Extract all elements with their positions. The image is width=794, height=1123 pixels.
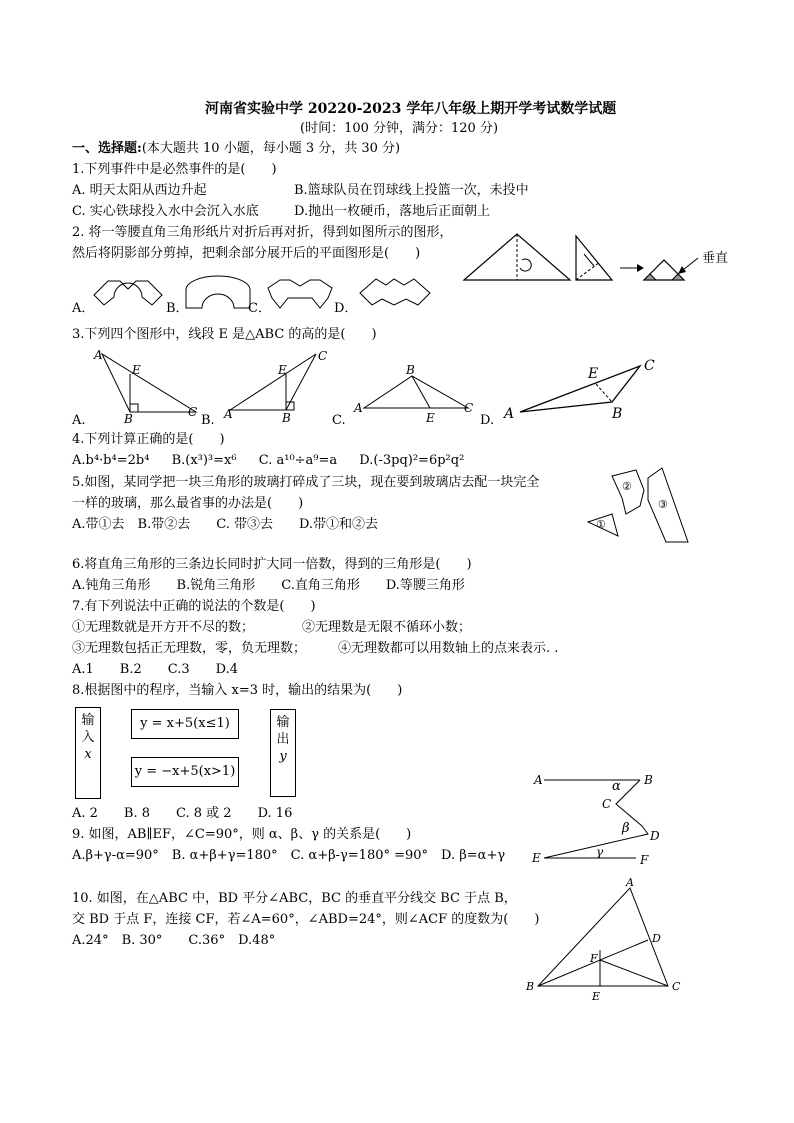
q8-stem: 8.根据图中的程序，当输入 x=3 时，输出的结果为( ) bbox=[72, 683, 403, 698]
svg-text:C: C bbox=[644, 358, 655, 374]
q7-options: A.1 B.2 C.3 D.4 bbox=[72, 662, 238, 677]
fig9-alpha: α bbox=[612, 779, 621, 794]
section-desc: (本大题共 10 小题，每小题 3 分，共 30 分) bbox=[141, 141, 401, 156]
q3-figure-a bbox=[72, 350, 202, 428]
q3-figure-d bbox=[500, 356, 660, 424]
svg-text:C: C bbox=[318, 349, 328, 363]
q6-stem: 6.将直角三角形的三条边长同时扩大同一倍数，得到的三角形是( ) bbox=[72, 557, 472, 572]
q5-glass-figure bbox=[584, 466, 700, 546]
svg-text:B: B bbox=[406, 363, 415, 377]
q2-shape-d bbox=[358, 275, 432, 311]
q5-options: A.带①去 B.带②去 C. 带③去 D.带①和②去 bbox=[72, 517, 379, 532]
section-title: 一、选择题: bbox=[72, 141, 142, 156]
q2-stem-line2: 然后将阴影部分剪掉，把剩余部分展开后的平面图形是( ) bbox=[72, 246, 421, 261]
q3-figure-c bbox=[354, 362, 480, 424]
svg-text:A: A bbox=[94, 348, 103, 362]
q2-option-d: D． bbox=[334, 301, 358, 316]
q3-option-c: C. bbox=[332, 413, 346, 428]
fig9-beta: β bbox=[622, 821, 630, 836]
formula-box-2: y = −x+5(x>1) bbox=[131, 757, 239, 787]
q4-option-c: C. a¹⁰÷a⁹=a bbox=[258, 453, 338, 468]
svg-text:C: C bbox=[464, 401, 474, 415]
q10-stem-line2: 交 BD 于点 F，连接 CF，若∠A=60°，∠ABD=24°，则∠ACF 的度数为( ) bbox=[72, 912, 540, 927]
svg-text:B: B bbox=[282, 411, 291, 425]
label-vertical: 垂直 bbox=[702, 251, 729, 266]
svg-text:E: E bbox=[278, 363, 287, 377]
q1-option-b: B.篮球队员在罚球线上投篮一次，未投中 bbox=[294, 183, 529, 198]
svg-text:A: A bbox=[504, 406, 515, 422]
output-char-2: 出 bbox=[276, 732, 290, 747]
input-char-2: 入 bbox=[81, 730, 95, 745]
q3-option-a: A. bbox=[72, 413, 86, 428]
q9-stem: 9. 如图，AB∥EF，∠C=90°，则 α、β、γ 的关系是( ) bbox=[72, 827, 412, 842]
fig10-label-d: D bbox=[652, 932, 661, 945]
fig9-label-f: F bbox=[640, 853, 649, 867]
fig9-label-d: D bbox=[650, 829, 660, 843]
q7-statement-4: ④无理数都可以用数轴上的点来表示. . bbox=[338, 641, 559, 656]
q3-stem: 3.下列四个图形中，线段 E 是△ABC 的高的是( ) bbox=[72, 327, 377, 342]
q7-statement-2: ②无理数是无限不循环小数； bbox=[302, 620, 472, 635]
q2-folding-figure bbox=[462, 232, 732, 288]
fig10-label-f: F bbox=[590, 952, 598, 965]
q1-option-a: A. 明天太阳从西边升起 bbox=[72, 183, 207, 198]
formula-box-1: y = x+5(x≤1) bbox=[131, 709, 239, 739]
svg-text:C: C bbox=[188, 405, 198, 419]
q4-option-a: A.b⁴·b⁴=2b⁴ bbox=[72, 453, 150, 468]
svg-text:E: E bbox=[426, 411, 435, 425]
program-output-box bbox=[270, 709, 296, 797]
piece-2: ② bbox=[622, 480, 632, 493]
q7-stem: 7.有下列说法中正确的说法的个数是( ) bbox=[72, 599, 316, 614]
svg-text:B: B bbox=[124, 412, 133, 426]
svg-text:A: A bbox=[354, 401, 363, 415]
q4-stem: 4.下列计算正确的是( ) bbox=[72, 432, 225, 447]
svg-text:E: E bbox=[132, 363, 141, 377]
section-heading bbox=[72, 141, 400, 157]
q3-figure-b bbox=[220, 350, 340, 428]
input-var: x bbox=[84, 747, 92, 762]
piece-3: ③ bbox=[658, 498, 668, 511]
q2-shape-b bbox=[184, 276, 252, 310]
q3-option-d: D. bbox=[480, 413, 495, 428]
q2-stem-line1: 2. 将一等腰直角三角形纸片对折后再对折，得到如图所示的图形， bbox=[72, 225, 453, 240]
q1-stem: 1.下列事件中是必然事件的是( ) bbox=[72, 162, 277, 177]
fig9-label-b: B bbox=[644, 773, 653, 787]
q4-option-b: B.(x³)³=x⁶ bbox=[171, 453, 237, 468]
q2-shape-c bbox=[266, 276, 334, 310]
q2-option-a: A． bbox=[72, 301, 95, 316]
q7-statement-1: ①无理数就是开方开不尽的数； bbox=[72, 620, 255, 635]
input-char-1: 输 bbox=[81, 713, 95, 728]
svg-text:E: E bbox=[588, 366, 599, 382]
output-char-1: 输 bbox=[276, 715, 290, 730]
fig9-label-c: C bbox=[602, 797, 612, 811]
q2-option-c: C． bbox=[248, 301, 271, 316]
q9-options: A.β+γ-α=90° B. α+β+γ=180° C. α+β-γ=180° =90° D. β=α+γ bbox=[72, 848, 506, 863]
q10-options: A.24° B. 30° C.36° D.48° bbox=[72, 933, 276, 948]
fig9-gamma: γ bbox=[596, 845, 604, 859]
q10-stem-line1: 10. 如图，在△ABC 中，BD 平分∠ABC，BC 的垂直平分线交 BC 于点 B， bbox=[72, 891, 517, 906]
q1-option-c: C. 实心铁球投入水中会沉入水底 bbox=[72, 204, 259, 219]
svg-text:B: B bbox=[612, 406, 623, 422]
fig9-label-a: A bbox=[534, 773, 543, 787]
q4-option-d: D.(-3pq)²=6p²q² bbox=[359, 453, 465, 468]
q9-parallel-figure bbox=[530, 770, 670, 866]
fig10-label-b: B bbox=[526, 980, 535, 993]
piece-1: ① bbox=[596, 518, 606, 531]
fig10-label-a: A bbox=[626, 876, 634, 889]
program-input-box bbox=[75, 707, 101, 799]
q1-option-d: D.抛出一枚硬币，落地后正面朝上 bbox=[294, 204, 491, 219]
output-var: y bbox=[279, 749, 287, 764]
svg-text:A: A bbox=[224, 407, 233, 421]
q3-option-b: B. bbox=[201, 413, 215, 428]
fig10-label-c: C bbox=[672, 980, 681, 993]
q6-options: A.钝角三角形 B.锐角三角形 C.直角三角形 D.等腰三角形 bbox=[72, 578, 465, 593]
q5-stem-line1: 5.如图，某同学把一块三角形的玻璃打碎成了三块，现在要到玻璃店去配一块完全 bbox=[72, 475, 540, 490]
fig10-label-e: E bbox=[592, 990, 601, 1003]
exam-subtitle: (时间：100 分钟，满分：120 分) bbox=[300, 121, 499, 136]
exam-title: 河南省实验中学 20220-2023 学年八年级上期开学考试数学试题 bbox=[205, 101, 617, 117]
q4-options bbox=[72, 453, 464, 469]
fig9-label-e: E bbox=[532, 851, 541, 865]
q8-options: A. 2 B. 8 C. 8 或 2 D. 16 bbox=[72, 806, 293, 821]
q10-triangle-figure bbox=[524, 874, 690, 1006]
q7-statement-3: ③无理数包括正无理数，零，负无理数； bbox=[72, 641, 307, 656]
q2-option-b: B． bbox=[166, 301, 189, 316]
q5-stem-line2: 一样的玻璃，那么最省事的办法是( ) bbox=[72, 496, 304, 511]
q2-shape-a bbox=[92, 275, 164, 311]
